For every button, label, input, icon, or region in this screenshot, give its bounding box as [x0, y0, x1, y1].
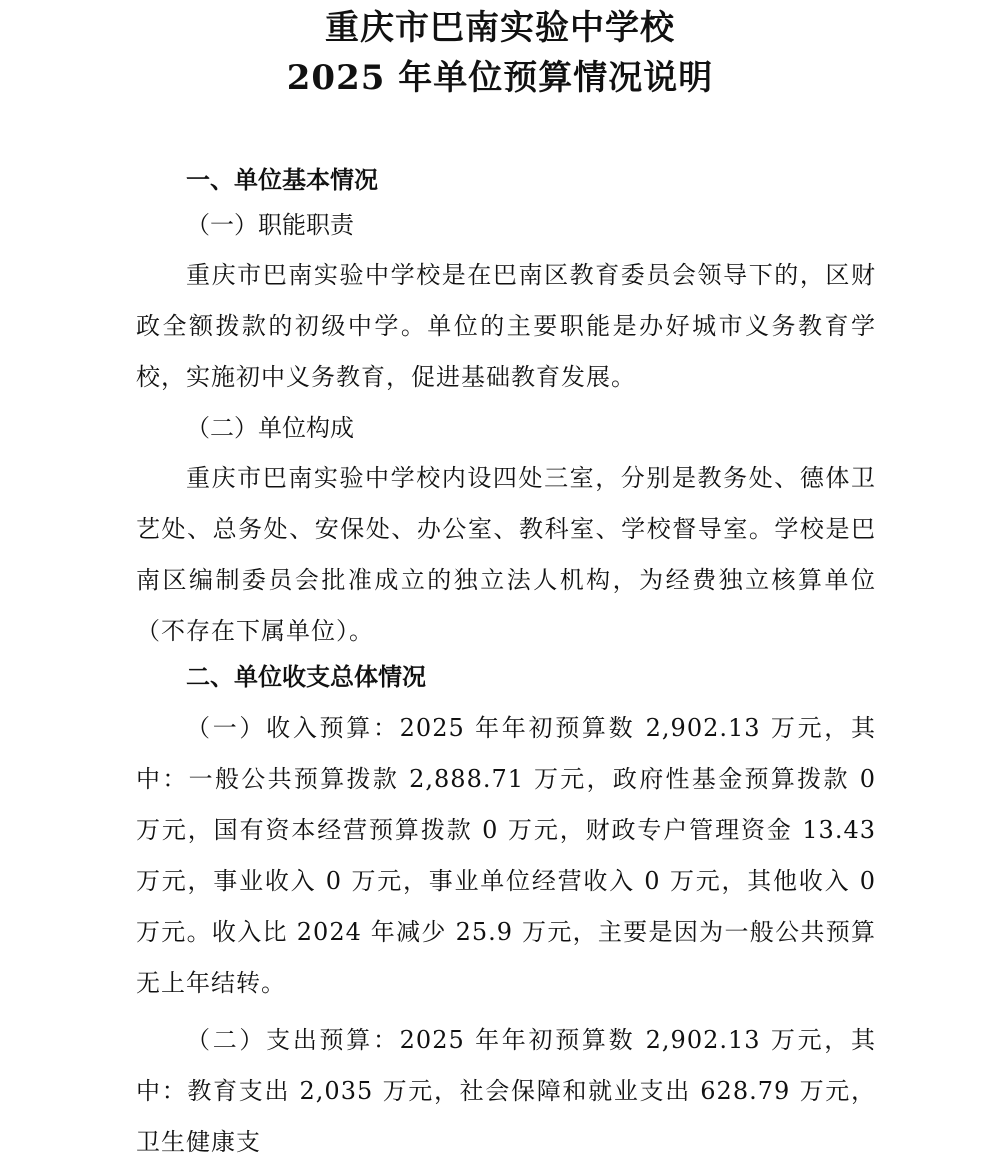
subsection-heading-duties: （一）职能职责: [186, 211, 354, 239]
section-heading-budget-overview: 二、单位收支总体情况: [186, 662, 426, 691]
paragraph-structure: 重庆市巴南实验中学校内设四处三室，分别是教务处、德体卫艺处、总务处、安保处、办公室、教科室、学校督导室。学校是巴南区编制委员会批准成立的独立法人机构，为经费独立核算单位（不存在下属单位）。: [136, 464, 876, 645]
paragraph-income-budget: （一）收入预算：2025 年年初预算数 2,902.13 万元，其中：一般公共预算拨款 2,888.71 万元，政府性基金预算拨款 0 万元，国有资本经营预算拨款 0 万元，财政专户管理资金 13.43 万元，事业收入 0 万元，事业单位经营收入 0 万元，其他收入 0 万元。收入比 2024 年减少 25.9 万元，主要是因为一般公共预算无上年结转。: [136, 714, 876, 997]
paragraph-duties: 重庆市巴南实验中学校是在巴南区教育委员会领导下的，区财政全额拨款的初级中学。单位的主要职能是办好城市义务教育学校，实施初中义务教育，促进基础教育发展。: [136, 261, 876, 391]
document-title-line2: 2025 年单位预算情况说明: [286, 58, 714, 98]
subsection-heading-structure: （二）单位构成: [186, 414, 354, 442]
paragraph-expense-budget: （二）支出预算：2025 年年初预算数 2,902.13 万元，其中：教育支出 2,035 万元，社会保障和就业支出 628.79 万元，卫生健康支: [136, 1026, 876, 1156]
document-title-line1: 重庆市巴南实验中学校: [325, 8, 675, 48]
section-heading-basic-info: 一、单位基本情况: [186, 165, 378, 194]
document-body: [136, 160, 876, 1168]
